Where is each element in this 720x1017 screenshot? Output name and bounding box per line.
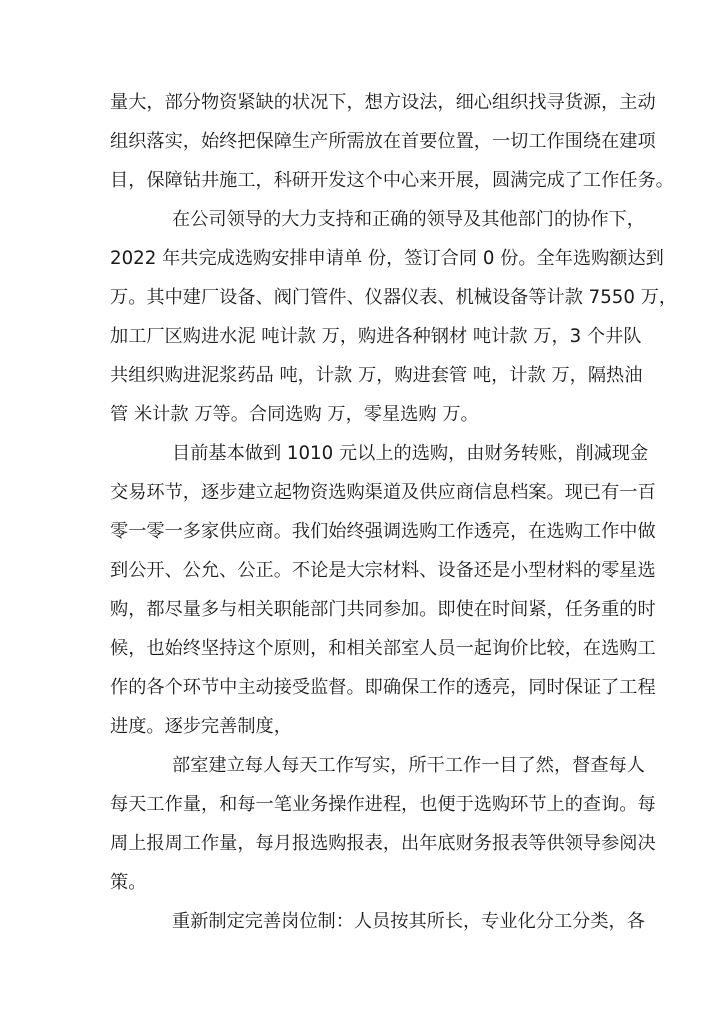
text-line: 目，保障钻井施工，科研开发这个中心来开展，圆满完成了工作任务。 (110, 170, 674, 191)
text-line: 到公开、公允、公正。不论是大宗材料、设备还是小型材料的零星选 (110, 560, 656, 581)
paragraph-first-line: 重新制定完善岗位制：人员按其所长，专业化分工分类，各 (172, 911, 645, 932)
text-line: 购，都尽量多与相关职能部门共同参加。即使在时间紧，任务重的时 (110, 599, 656, 620)
text-line: 共组织购进泥浆药品 吨，计款 万，购进套管 吨，计款 万，隔热油 (110, 365, 643, 386)
text-line: 策。 (110, 872, 147, 893)
text-line: 2022 年共完成选购安排申请单 份，签订合同 0 份。全年选购额达到 (110, 248, 664, 269)
paragraph-first-line: 目前基本做到 1010 元以上的选购，由财务转账，削减现金 (172, 443, 649, 464)
text-line: 每天工作量，和每一笔业务操作进程，也便于选购环节上的查询。每 (110, 794, 656, 815)
text-line: 零一零一多家供应商。我们始终强调选购工作透亮，在选购工作中做 (110, 521, 656, 542)
text-line: 量大，部分物资紧缺的状况下，想方设法，细心组织找寻货源，主动 (110, 92, 656, 113)
text-line: 交易环节，逐步建立起物资选购渠道及供应商信息档案。现已有一百 (110, 482, 656, 503)
text-line: 周上报周工作量，每月报选购报表，出年底财务报表等供领导参阅决 (110, 833, 656, 854)
text-line: 候，也始终坚持这个原则，和相关部室人员一起询价比较，在选购工 (110, 638, 656, 659)
text-line: 作的各个环节中主动接受监督。即确保工作的透亮，同时保证了工程 (110, 677, 656, 698)
text-line: 管 米计款 万等。合同选购 万，零星选购 万。 (110, 404, 479, 425)
text-line: 组织落实，始终把保障生产所需放在首要位置，一切工作围绕在建项 (110, 131, 656, 152)
text-line: 万。其中建厂设备、阀门管件、仪器仪表、机械设备等计款 7550 万， (110, 287, 678, 308)
text-line: 加工厂区购进水泥 吨计款 万，购进各种钢材 吨计款 万，3 个井队 (110, 326, 642, 347)
text-line: 进度。逐步完善制度， (110, 716, 292, 737)
paragraph-first-line: 在公司领导的大力支持和正确的领导及其他部门的协作下， (172, 209, 645, 230)
paragraph-first-line: 部室建立每人每天工作写实，所干工作一目了然，督查每人 (172, 755, 645, 776)
